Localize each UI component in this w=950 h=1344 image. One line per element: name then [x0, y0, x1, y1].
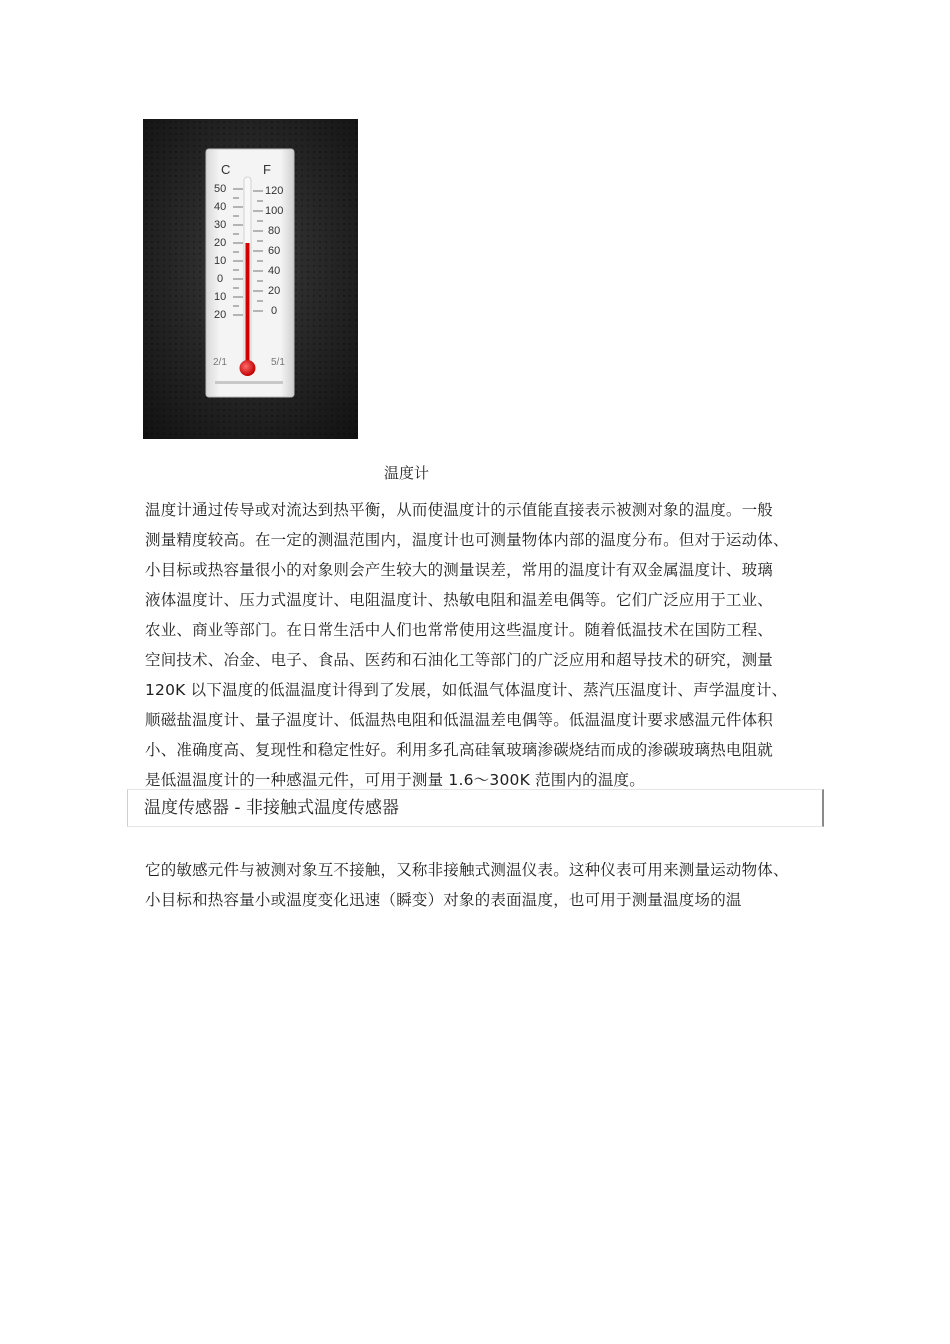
f-tick: 40	[268, 265, 281, 277]
f-tick: 80	[268, 225, 281, 237]
fahrenheit-label: F	[263, 162, 271, 177]
thermometer-photo	[143, 119, 358, 439]
text-line: 液体温度计、压力式温度计、电阻温度计、热敏电阻和温差电偶等。它们广泛应用于工业、	[145, 591, 774, 609]
f-tick: 100	[265, 205, 284, 217]
c-tick: 10	[214, 255, 227, 267]
text-line: 小目标或热容量很小的对象则会产生较大的测量误差，常用的温度计有双金属温度计、玻璃	[145, 561, 774, 579]
text-line: 是低温温度计的一种感温元件，可用于测量 1.6～300K 范围内的温度。	[145, 771, 645, 789]
c-tick: 0	[217, 273, 224, 285]
celsius-label: C	[221, 162, 231, 177]
f-tick: 120	[265, 185, 284, 197]
f-mark: 5/1	[271, 357, 285, 368]
paragraph-noncontact	[145, 855, 813, 915]
text-line: 小目标和热容量小或温度变化迅速（瞬变）对象的表面温度，也可用于测量温度场的温	[145, 891, 742, 909]
figure-caption: 温度计	[384, 464, 430, 482]
f-tick: 60	[268, 245, 281, 257]
text-line: 小、准确度高、复现性和稳定性好。利用多孔高硅氧玻璃渗碳烧结而成的渗碳玻璃热电阻就	[145, 741, 774, 759]
text-line: 温度计通过传导或对流达到热平衡，从而使温度计的示值能直接表示被测对象的温度。一般	[145, 501, 774, 519]
c-tick: 40	[214, 201, 227, 213]
c-tick: 30	[214, 219, 227, 231]
text-line: 空间技术、冶金、电子、食品、医药和石油化工等部门的广泛应用和超导技术的研究，测量	[145, 651, 774, 669]
c-tick: 50	[214, 183, 227, 195]
section-header	[127, 789, 824, 827]
text-line: 顺磁盐温度计、量子温度计、低温热电阻和低温温差电偶等。低温温度计要求感温元件体积	[145, 711, 774, 729]
text-line: 它的敏感元件与被测对象互不接触，又称非接触式测温仪表。这种仪表可用来测量运动物体、	[145, 861, 789, 879]
section-title: 温度传感器 - 非接触式温度传感器	[144, 798, 399, 818]
text-line: 120K 以下温度的低温温度计得到了发展，如低温气体温度计、蒸汽压温度计、声学温度计、	[145, 681, 788, 699]
c-tick: 10	[214, 291, 227, 303]
paragraph-thermometer	[145, 495, 813, 795]
c-mark: 2/1	[213, 357, 227, 368]
f-tick: 20	[268, 285, 281, 297]
f-tick: 0	[271, 305, 278, 317]
c-tick: 20	[214, 237, 227, 249]
text-line: 测量精度较高。在一定的测温范围内，温度计也可测量物体内部的温度分布。但对于运动体、	[145, 531, 789, 549]
text-line: 农业、商业等部门。在日常生活中人们也常常使用这些温度计。随着低温技术在国防工程、	[145, 621, 774, 639]
c-tick: 20	[214, 309, 227, 321]
